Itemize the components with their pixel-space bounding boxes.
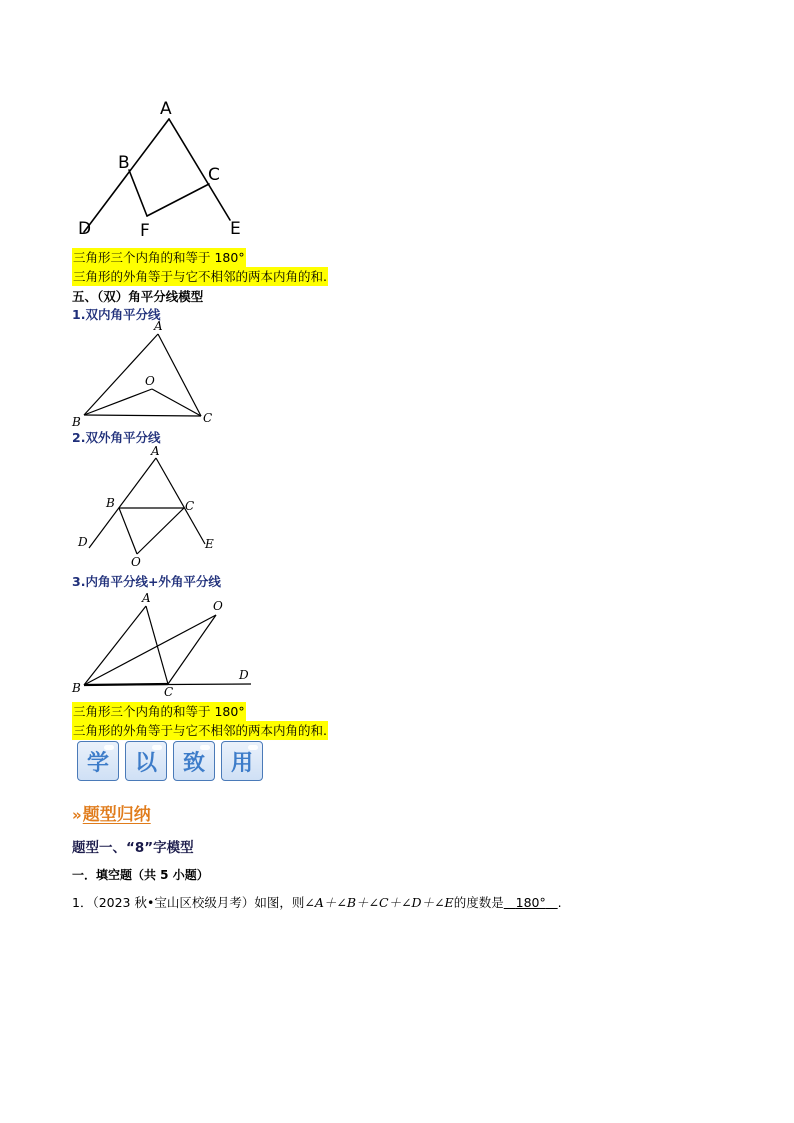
question-end: . [557, 895, 562, 910]
angle-expression: ∠A＋∠B＋∠C＋∠D＋∠E [304, 895, 454, 910]
label-a: A [154, 319, 163, 333]
label-d: D [78, 535, 88, 549]
figure-double-exterior-bisector [68, 442, 228, 574]
line-fc [147, 184, 209, 216]
label-o: O [213, 599, 223, 613]
label-e: E [230, 219, 241, 239]
question-type-heading [72, 800, 151, 825]
label-f: F [140, 221, 150, 241]
label-c: C [185, 499, 195, 513]
subheading-interior-exterior: 3.内角平分线+外角平分线 [72, 574, 221, 589]
banner-tile-zhi: 致 [173, 741, 215, 781]
subheading-double-exterior: 2.双外角平分线 [72, 430, 161, 445]
part-heading: 一．填空题（共 5 小题） [72, 868, 209, 882]
line-ae [169, 119, 230, 220]
fact-angle-sum: 三角形三个内角的和等于 180° [73, 250, 245, 265]
question-number: 1． [72, 895, 93, 910]
banner-tile-xue: 学 [77, 741, 119, 781]
fact-exterior-angle: 三角形的外角等于与它不相邻的两本内角的和. [73, 723, 327, 738]
double-chevron-icon: » [72, 806, 79, 824]
banner-tile-yi: 以 [125, 741, 167, 781]
label-d: D [239, 668, 249, 682]
label-d: D [78, 219, 92, 239]
label-a: A [142, 591, 151, 605]
label-b: B [72, 681, 81, 695]
fact-angle-sum: 三角形三个内角的和等于 180° [73, 704, 245, 719]
label-b: B [106, 496, 115, 510]
line-ad [84, 119, 169, 232]
fact-exterior-angle: 三角形的外角等于与它不相邻的两本内角的和. [73, 269, 327, 284]
question-1 [72, 893, 562, 911]
figure-double-interior-bisector [68, 318, 228, 430]
label-c: C [208, 165, 220, 185]
label-c: C [203, 411, 213, 425]
label-c: C [164, 685, 174, 699]
label-b: B [72, 415, 81, 429]
label-e: E [205, 537, 214, 551]
subheading-double-interior: 1.双内角平分线 [72, 307, 161, 322]
label-o: O [131, 555, 141, 569]
label-b: B [118, 153, 130, 173]
label-o: O [145, 374, 155, 388]
question-prefix: 如图，则 [254, 895, 305, 910]
line-bf [129, 170, 147, 216]
figure-interior-exterior-bisector [68, 588, 268, 700]
banner-tile-yong: 用 [221, 741, 263, 781]
answer-blank [504, 895, 558, 910]
question-source: （2023 秋•宝山区校级月考） [92, 895, 255, 910]
type-heading: 题型一、“8”字模型 [72, 840, 194, 856]
label-a: A [160, 99, 172, 119]
label-a: A [151, 444, 160, 458]
figure-triangle-bdcef [70, 92, 270, 242]
answer-value: 180° [515, 895, 546, 910]
section-title: 五、（双）角平分线模型 [72, 289, 204, 304]
question-type-label: 题型归纳 [82, 805, 151, 825]
question-suffix: 的度数是 [453, 895, 504, 910]
